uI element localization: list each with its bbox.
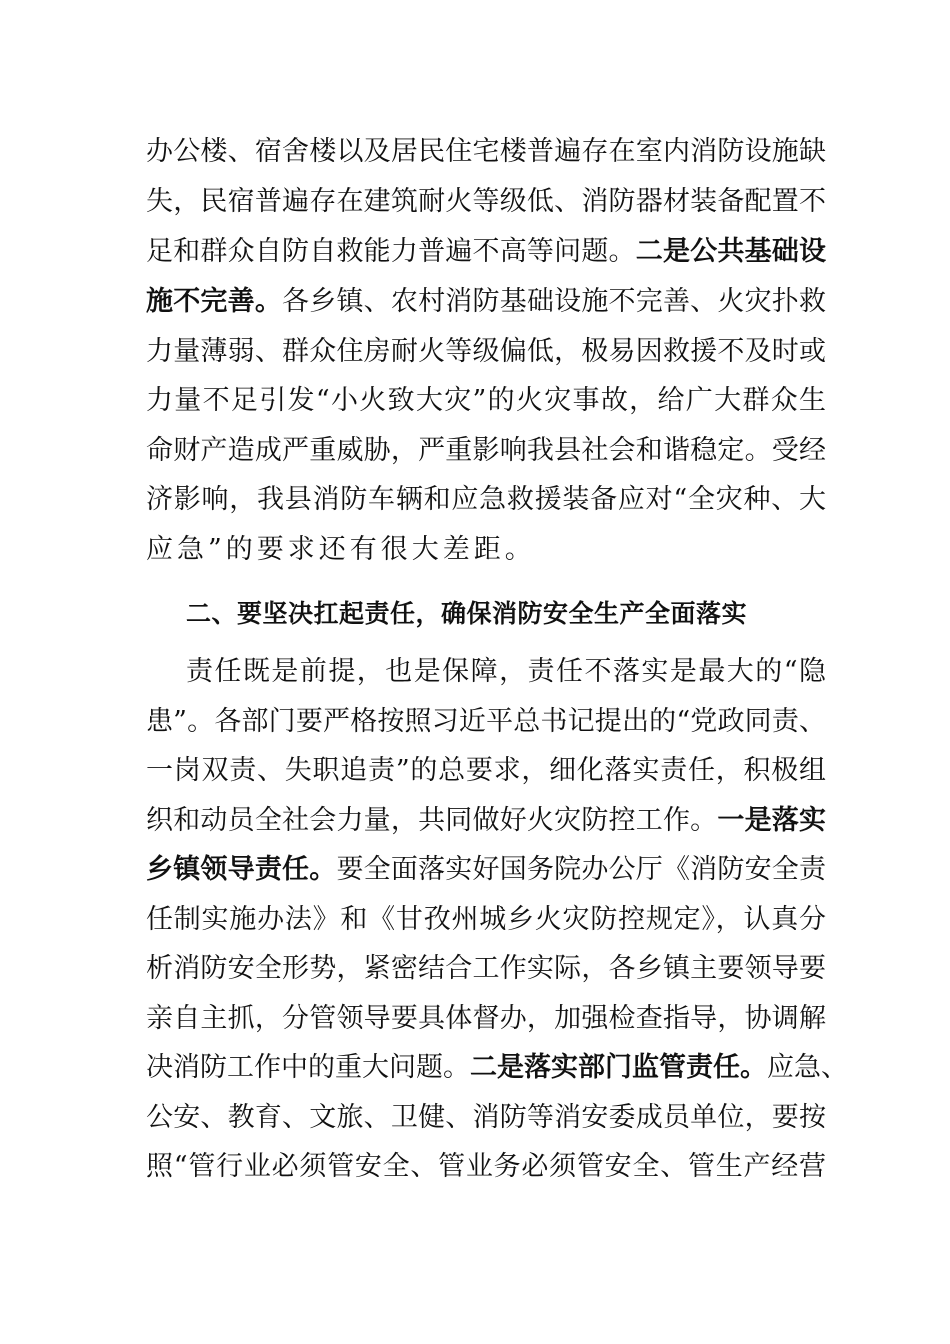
text-run: 应急”的要求还有很大差距。 <box>146 534 536 565</box>
section-heading <box>186 589 806 639</box>
text-run: 要全面落实好国务院办公厅《消防安全责 <box>336 854 827 885</box>
paragraph-line <box>146 277 826 327</box>
text-run: 力量薄弱、群众住房耐火等级偏低，极易因救援不及时或 <box>146 336 826 367</box>
paragraph-line <box>146 227 826 277</box>
paragraph-line <box>146 177 826 227</box>
paragraph-line <box>146 127 826 177</box>
paragraph-line <box>146 1043 848 1093</box>
paragraph-line <box>146 895 826 945</box>
text-run: 责任既是前提，也是保障，责任不落实是最大的“隐 <box>186 656 826 687</box>
text-run: 各乡镇、农村消防基础设施不完善、火灾扑救 <box>282 286 827 317</box>
bold-text-run: 施不完善。 <box>146 286 283 317</box>
text-run: 任制实施办法》和《甘孜州城乡火灾防控规定》，认真分 <box>146 904 826 935</box>
bold-text-run: 乡镇领导责任。 <box>146 854 337 885</box>
paragraph-line <box>146 1142 826 1192</box>
text-run: 照“管行业必须管安全、管业务必须管安全、管生产经营 <box>146 1151 826 1182</box>
paragraph-line <box>146 746 826 796</box>
paragraph-line <box>146 376 826 426</box>
paragraph-line <box>146 525 826 575</box>
text-run: 办公楼、宿舍楼以及居民住宅楼普遍存在室内消防设施缺 <box>146 136 826 167</box>
text-run: 足和群众自防自救能力普遍不高等问题。 <box>146 236 636 267</box>
text-run: 命财产造成严重威胁，严重影响我县社会和谐稳定。受经 <box>146 435 826 466</box>
paragraph-line <box>146 994 826 1044</box>
text-run: 亲自主抓，分管领导要具体督办，加强检查指导，协调解 <box>146 1003 826 1034</box>
bold-text-run: 二是公共基础设 <box>635 236 826 267</box>
paragraph-line <box>146 426 826 476</box>
paragraph-line <box>146 475 826 525</box>
paragraph-line <box>146 1093 826 1143</box>
heading-text: 二、要坚决扛起责任，确保消防安全生产全面落实 <box>186 599 748 628</box>
text-run: 力量不足引发“小火致大灾”的火灾事故，给广大群众生 <box>146 385 826 416</box>
paragraph-line <box>146 845 826 895</box>
text-run: 一岗双责、失职追责”的总要求，细化落实责任，积极组 <box>146 755 826 786</box>
bold-text-run: 二是落实部门监管责任。 <box>470 1052 767 1083</box>
text-run: 应急、 <box>767 1052 848 1083</box>
paragraph-line <box>146 944 826 994</box>
text-run: 决消防工作中的重大问题。 <box>146 1052 470 1083</box>
paragraph-line <box>146 796 826 846</box>
text-run: 济影响，我县消防车辆和应急救援装备应对“全灾种、大 <box>146 484 826 515</box>
bold-text-run: 一是落实 <box>717 805 826 836</box>
text-run: 公安、教育、文旅、卫健、消防等消安委成员单位，要按 <box>146 1102 826 1133</box>
text-run: 患”。各部门要严格按照习近平总书记提出的“党政同责、 <box>146 706 826 737</box>
paragraph-line <box>146 327 826 377</box>
text-run: 析消防安全形势，紧密结合工作实际，各乡镇主要领导要 <box>146 953 826 984</box>
text-run: 织和动员全社会力量，共同做好火灾防控工作。 <box>146 805 718 836</box>
paragraph-line <box>146 697 826 747</box>
paragraph-line <box>186 647 826 697</box>
text-run: 失，民宿普遍存在建筑耐火等级低、消防器材装备配置不 <box>146 186 826 217</box>
